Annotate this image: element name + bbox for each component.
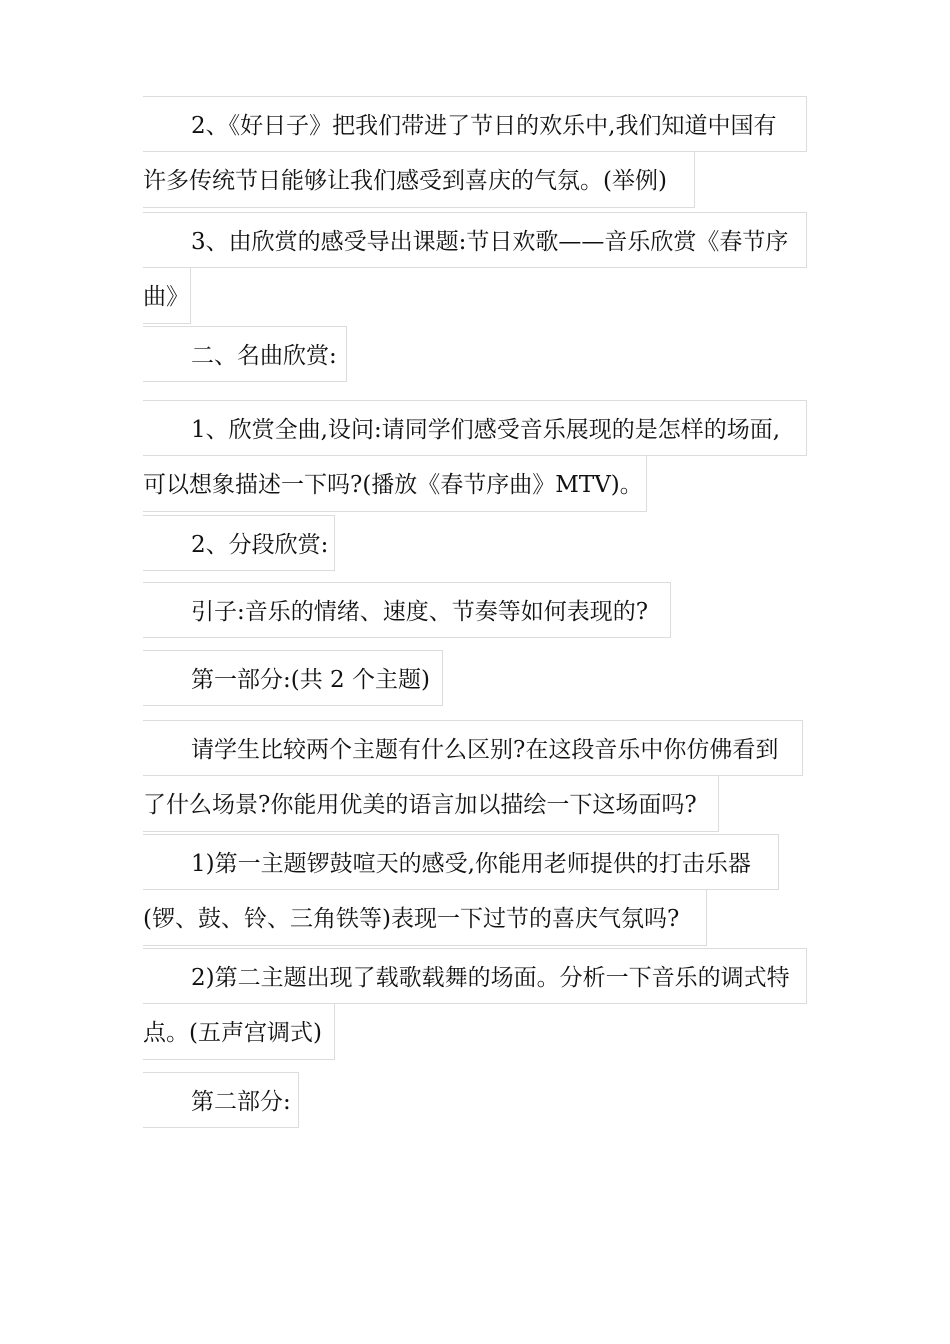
paragraph-line: 二、名曲欣赏: [143,326,347,382]
paragraph-2 [143,212,807,324]
paragraph-line: 1)第一主题锣鼓喧天的感受,你能用老师提供的打击乐器 [143,834,779,890]
paragraph-8 [143,834,779,946]
paragraph-line: 引子:音乐的情绪、速度、节奏等如何表现的? [143,582,671,638]
paragraph-line: 2、分段欣赏: [143,515,335,571]
paragraph-line: 曲》 [143,268,191,324]
paragraph-10 [143,1072,299,1128]
paragraph-line: 2)第二主题出现了载歌载舞的场面。分析一下音乐的调式特 [143,948,807,1004]
paragraph-line: 点。(五声宫调式) [143,1004,335,1060]
paragraph-line: 3、由欣赏的感受导出课题:节日欢歌——音乐欣赏《春节序 [143,212,807,268]
section-heading [143,326,347,382]
paragraph-6 [143,650,443,706]
paragraph-line: 可以想象描述一下吗?(播放《春节序曲》MTV)。 [143,456,647,512]
paragraph-3 [143,400,807,512]
paragraph-line: 1、欣赏全曲,设问:请同学们感受音乐展现的是怎样的场面, [143,400,807,456]
paragraph-5 [143,582,671,638]
paragraph-1 [143,96,807,208]
paragraph-4 [143,515,335,571]
paragraph-line: 请学生比较两个主题有什么区别?在这段音乐中你仿佛看到 [143,720,803,776]
paragraph-line: (锣、鼓、铃、三角铁等)表现一下过节的喜庆气氛吗? [143,890,707,946]
paragraph-line: 第一部分:(共 2 个主题) [143,650,443,706]
paragraph-line: 了什么场景?你能用优美的语言加以描绘一下这场面吗? [143,776,719,832]
paragraph-line: 许多传统节日能够让我们感受到喜庆的气氛。(举例) [143,152,695,208]
paragraph-line: 2、《好日子》把我们带进了节日的欢乐中,我们知道中国有 [143,96,807,152]
paragraph-9 [143,948,807,1060]
paragraph-line: 第二部分: [143,1072,299,1128]
paragraph-7 [143,720,803,832]
